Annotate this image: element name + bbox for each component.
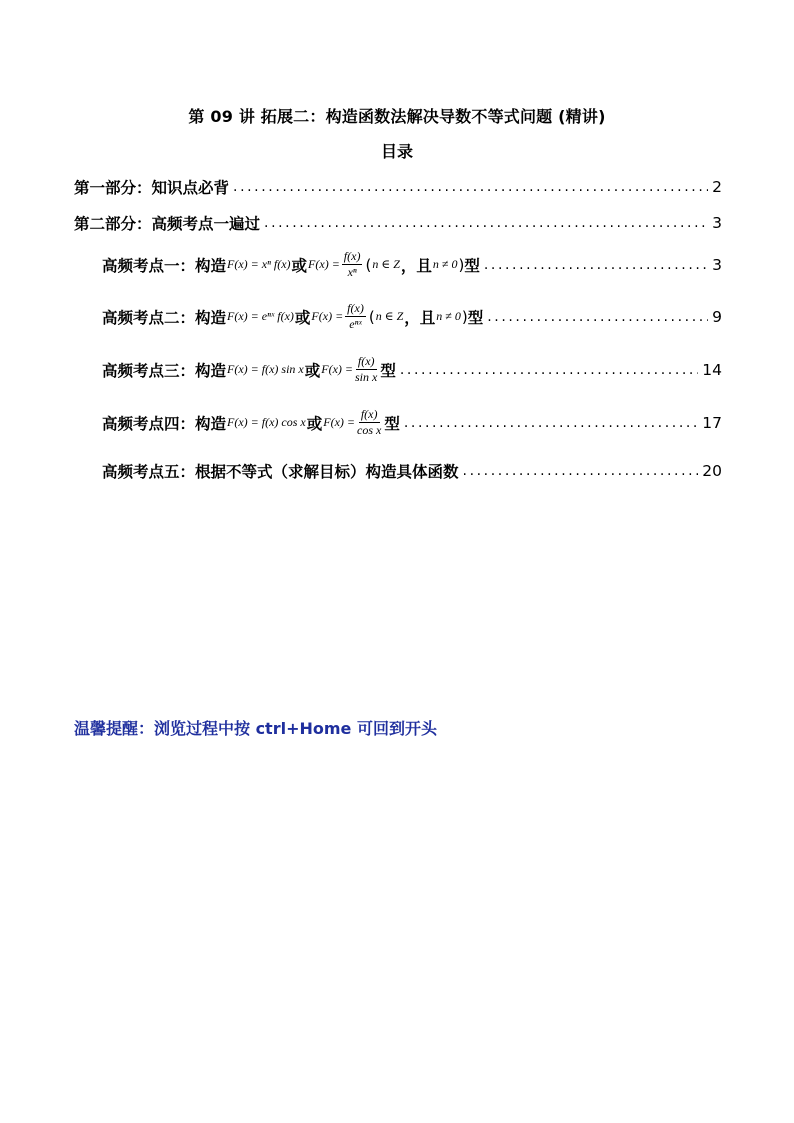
formula-b-lhs: F(x) = — [321, 362, 354, 377]
toc-suffix: 型 — [384, 414, 400, 433]
connector-text: 或 — [291, 256, 308, 275]
toc-entry-label: 第二部分：高频考点一遍过 — [74, 215, 261, 233]
paren-open: ( — [368, 307, 375, 326]
fraction — [345, 302, 366, 331]
fraction-numerator: f(x) — [359, 408, 380, 423]
comma-qie: ，且 — [400, 256, 432, 275]
toc-entry-topic-3[interactable] — [102, 355, 722, 384]
toc-prefix: 高频考点三：构造 — [102, 361, 227, 380]
formula-b-lhs: F(x) = — [311, 309, 344, 324]
toc-prefix: 高频考点二：构造 — [102, 308, 227, 327]
toc-heading: 目录 — [380, 142, 413, 161]
toc-entry-part-1[interactable] — [74, 176, 722, 198]
toc-page-number: 14 — [702, 360, 722, 379]
dot-leader — [484, 257, 708, 273]
formula-a: F(x) = xⁿ f(x) — [227, 257, 291, 272]
fraction-numerator: f(x) — [342, 250, 363, 265]
fraction-denominator: sin x — [355, 370, 378, 385]
condition-1: n ∈ Z — [372, 257, 400, 272]
paren-close: ) — [461, 307, 468, 326]
toc-entry-label — [102, 408, 400, 437]
fraction-denominator: xⁿ — [347, 265, 357, 280]
fraction — [342, 250, 363, 279]
dot-leader — [400, 362, 698, 378]
formula-b — [323, 408, 383, 437]
formula-a: F(x) = f(x) sin x — [227, 362, 304, 377]
fraction-denominator: eⁿˣ — [349, 317, 362, 332]
paren-open: ( — [365, 255, 372, 274]
toc-suffix: 型 — [467, 308, 484, 327]
formula-b — [308, 250, 364, 279]
formula-b — [321, 355, 379, 384]
formula-b — [311, 302, 367, 331]
toc-page-number: 17 — [702, 413, 722, 432]
fraction-denominator: cos x — [357, 423, 382, 438]
toc-entry-part-2[interactable] — [74, 212, 722, 234]
toc-entry-label — [102, 302, 483, 331]
fraction — [357, 408, 381, 437]
toc-page-number: 2 — [712, 178, 722, 196]
fraction-numerator: f(x) — [345, 302, 366, 317]
fraction — [355, 355, 377, 384]
toc-page-number: 3 — [712, 214, 722, 232]
toc-prefix: 高频考点四：构造 — [102, 414, 227, 433]
toc-entry-topic-5[interactable] — [102, 460, 722, 482]
fraction-numerator: f(x) — [356, 355, 377, 370]
document-title: 第 09 讲 拓展二：构造函数法解决导数不等式问题 (精讲) — [188, 107, 606, 126]
toc-entry-label: 第一部分：知识点必背 — [74, 179, 230, 197]
toc-entry-topic-2[interactable] — [102, 302, 722, 331]
dot-leader — [487, 309, 708, 325]
connector-text: 或 — [294, 308, 311, 327]
formula-a: F(x) = f(x) cos x — [227, 415, 306, 430]
condition-1: n ∈ Z — [375, 309, 404, 324]
toc-entry-topic-1[interactable] — [102, 250, 722, 279]
reminder-tip: 温馨提醒：浏览过程中按 ctrl+Home 可回到开头 — [74, 719, 437, 738]
dot-leader — [463, 463, 699, 479]
formula-a: F(x) = eⁿˣ f(x) — [227, 309, 294, 324]
toc-prefix: 高频考点一：构造 — [102, 256, 227, 275]
toc-suffix: 型 — [380, 361, 396, 380]
toc-entry-label: 高频考点五：根据不等式（求解目标）构造具体函数 — [102, 463, 459, 481]
toc-page-number: 20 — [702, 462, 722, 480]
formula-b-lhs: F(x) = — [308, 257, 340, 272]
toc-entry-label — [102, 250, 480, 279]
paren-close: ) — [458, 255, 465, 274]
comma-qie: ，且 — [404, 308, 436, 327]
toc-entry-topic-4[interactable] — [102, 408, 722, 437]
dot-leader — [404, 415, 698, 431]
dot-leader — [233, 179, 708, 195]
toc-suffix: 型 — [464, 256, 480, 275]
dot-leader — [264, 215, 708, 231]
condition-2: n ≠ 0 — [432, 257, 458, 272]
condition-2: n ≠ 0 — [436, 309, 461, 324]
formula-b-lhs: F(x) = — [323, 415, 356, 430]
connector-text: 或 — [304, 361, 321, 380]
toc-entry-label — [102, 355, 396, 384]
toc-page-number: 3 — [712, 255, 722, 274]
connector-text: 或 — [306, 414, 323, 433]
toc-page-number: 9 — [712, 307, 722, 326]
